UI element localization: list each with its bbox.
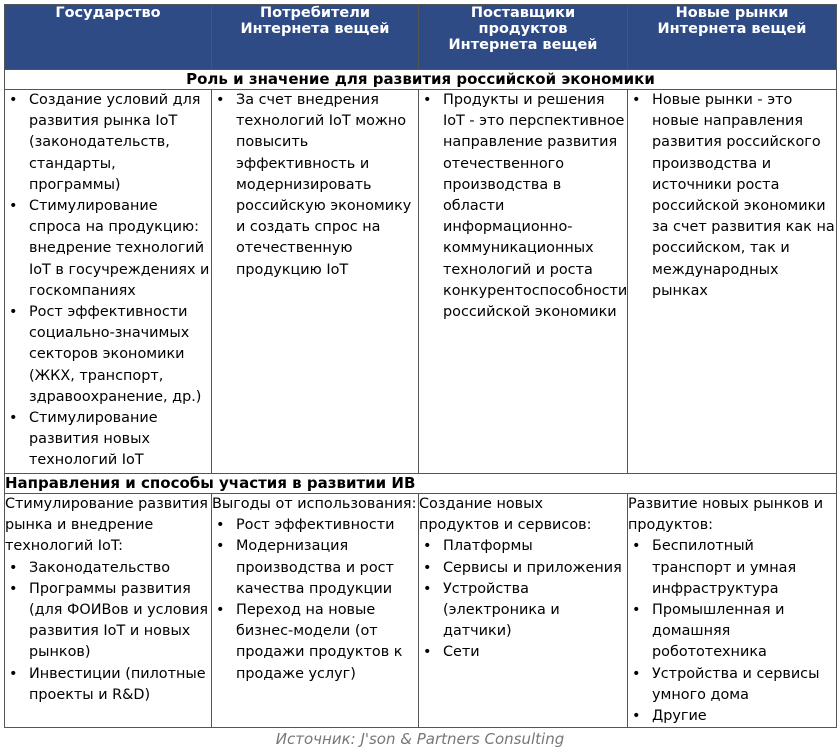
list-item: • Законодательство (5, 558, 211, 579)
section1-consumers-cell (212, 90, 419, 474)
list-item: • Сети (419, 642, 627, 663)
section2-suppliers-cell (419, 494, 628, 728)
section2-title-row (5, 474, 837, 494)
section2-consumers-list (212, 515, 418, 685)
section2-suppliers-intro: Создание новых продуктов и сервисов: (419, 496, 592, 534)
section1-content-row (5, 90, 837, 474)
section1-state-cell (5, 90, 212, 474)
section2-consumers-intro: Выгоды от использования: (212, 496, 417, 512)
section2-consumers-cell (212, 494, 419, 728)
section1-suppliers-cell (419, 90, 628, 474)
list-item: • Продукты и решения IoT - это перспективное направление развития отечественного производства в области информационно-коммуникационных технологий и роста конкурентоспособности российской экономики (419, 90, 627, 323)
source-caption: Источник: J'son & Partners Consulting (275, 730, 565, 748)
list-item: • Переход на новые бизнес-модели (от продажи продуктов к продаже услуг) (212, 600, 418, 685)
header-state (5, 5, 212, 70)
list-item: • Устройства (электроника и датчики) (419, 579, 627, 643)
section2-content-row (5, 494, 837, 728)
section1-state-list (5, 90, 211, 472)
section2-state-intro: Стимулирование развития рынка и внедрение технологий IoT: (5, 496, 208, 555)
section2-suppliers-list (419, 536, 627, 663)
list-item: • Рост эффективности социально-значимых секторов экономики (ЖКХ, транспорт, здравоохранение, др.) (5, 302, 211, 408)
list-item: • Промышленная и домашняя робототехника (628, 600, 836, 664)
list-item: • Беспилотный транспорт и умная инфраструктура (628, 536, 836, 600)
header-row (5, 5, 837, 70)
header-consumers (212, 5, 419, 70)
list-item: • Программы развития (для ФОИВов и условия развития IoT и новых рынков) (5, 579, 211, 664)
section2-title: Направления и способы участия в развитии ИВ (5, 474, 837, 494)
section2-new-markets-list (628, 536, 836, 727)
header-state-label: Государство (55, 5, 161, 21)
header-suppliers-label: Поставщики продуктов Интернета вещей (448, 5, 598, 53)
list-item: • Стимулирование развития новых технологий IoT (5, 408, 211, 472)
list-item: • Новые рынки - это новые направления развития российского производства и источники роста российской экономики за счет развития как на российском, так и международных рынках (628, 90, 836, 302)
header-new-markets-label: Новые рынки Интернета вещей (657, 5, 807, 37)
header-new-markets (628, 5, 837, 70)
list-item: • Создание условий для развития рынка IoT (законодательств, стандарты, программы) (5, 90, 211, 196)
section1-new-markets-list (628, 90, 836, 302)
section1-title-row (5, 70, 837, 90)
section1-suppliers-list (419, 90, 627, 323)
list-item: • Рост эффективности (212, 515, 418, 536)
section2-state-list (5, 558, 211, 706)
list-item: • Сервисы и приложения (419, 558, 627, 579)
header-consumers-label: Потребители Интернета вещей (240, 5, 390, 37)
section1-title: Роль и значение для развития российской экономики (5, 70, 837, 90)
section1-new-markets-cell (628, 90, 837, 474)
list-item: • Инвестиции (пилотные проекты и R&D) (5, 664, 211, 706)
list-item: • Модернизация производства и рост качества продукции (212, 536, 418, 600)
header-suppliers (419, 5, 628, 70)
iot-table (4, 4, 837, 728)
section2-new-markets-intro: Развитие новых рынков и продуктов: (628, 496, 824, 534)
list-item: • За счет внедрения технологий IoT можно повысить эффективность и модернизировать российскую экономику и создать спрос на отечественную продукцию IoT (212, 90, 418, 281)
section1-consumers-list (212, 90, 418, 281)
list-item: • Платформы (419, 536, 627, 557)
list-item: • Стимулирование спроса на продукцию: внедрение технологий IoT в госучреждениях и госкомпаниях (5, 196, 211, 302)
section2-new-markets-cell (628, 494, 837, 728)
list-item: • Устройства и сервисы умного дома (628, 664, 836, 706)
list-item: • Другие (628, 706, 836, 727)
section2-state-cell (5, 494, 212, 728)
